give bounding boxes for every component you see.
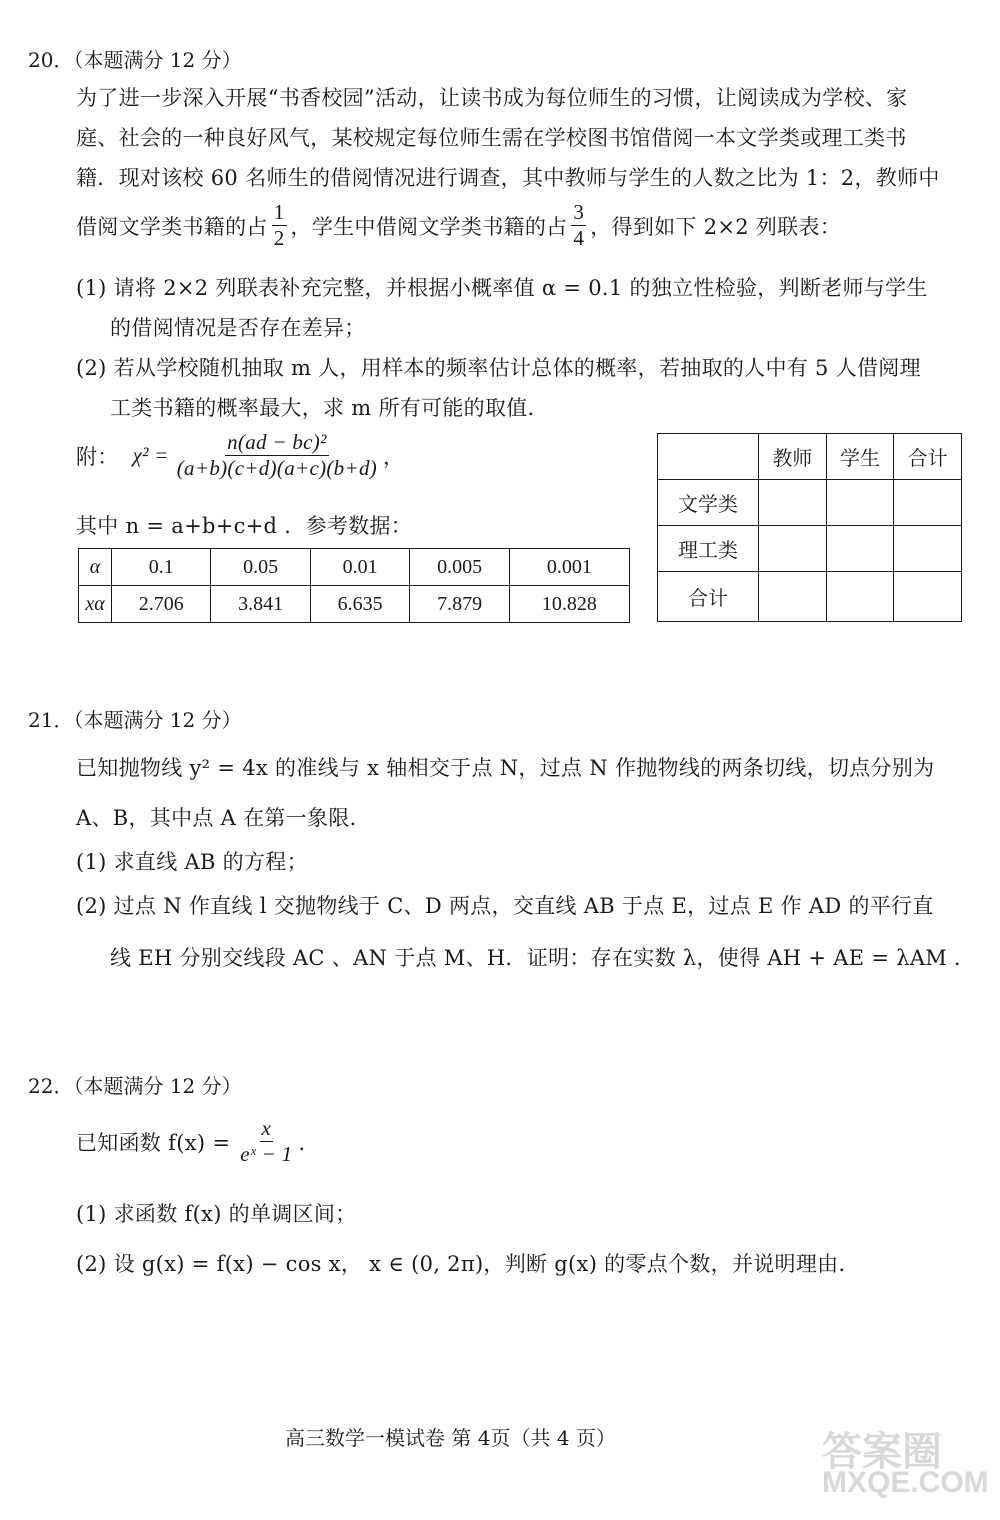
table-cell [759, 480, 827, 526]
table-row [658, 526, 962, 572]
table-cell [826, 572, 894, 622]
q20-part1-line-1: (1) 请将 2×2 列联表补充完整，并根据小概率值 α = 0.1 的独立性检验，判断老师与学生 [76, 276, 928, 300]
table-cell: 文学类 [658, 480, 759, 526]
q21-header: 21．（本题满分 12 分） [28, 708, 242, 732]
table-cell: 0.001 [509, 549, 629, 586]
table-cell [759, 572, 827, 622]
table-cell: 合计 [894, 434, 962, 480]
q20-line-2: 庭、社会的一种良好风气，某校规定每位师生需在学校图书馆借阅一本文学类或理工类书 [76, 126, 907, 150]
table-cell [759, 526, 827, 572]
chi-square-symbol: χ² = [132, 443, 169, 468]
chi-square-fraction [175, 430, 379, 481]
q20-line-3: 籍．现对该校 60 名师生的借阅情况进行调查，其中教师与学生的人数之比为 1：2，教师中 [76, 166, 940, 190]
formula-where-line: 其中 n = a+b+c+d ．参考数据： [76, 514, 413, 538]
table-cell: 3.841 [211, 586, 310, 623]
q20-line-4 [76, 200, 841, 251]
q21-line-2: A、B，其中点 A 在第一象限． [76, 806, 371, 830]
table-cell: 学生 [826, 434, 894, 480]
q20-line-4b: ，学生中借阅文学类书籍的占 [290, 214, 568, 239]
table-cell: 2.706 [112, 586, 211, 623]
table-cell [826, 526, 894, 572]
q20-part2-line-2: 工类书籍的概率最大，求 m 所有可能的取值． [110, 396, 549, 420]
q20-line-4c: ，得到如下 2×2 列联表： [590, 214, 842, 239]
q21-part1: (1) 求直线 AB 的方程； [76, 850, 308, 874]
q22-header: 22．（本题满分 12 分） [28, 1074, 242, 1098]
function-numerator: x [260, 1116, 274, 1142]
table-cell [894, 572, 962, 622]
q21-part2-line-2: 线 EH 分别交线段 AC 、AN 于点 M、H．证明：存在实数 λ，使得 AH + AE = λAM ． [110, 946, 976, 970]
table-cell: 教师 [759, 434, 827, 480]
table-cell: 0.01 [310, 549, 409, 586]
q20-part1-line-2: 的借阅情况是否存在差异； [110, 316, 366, 340]
table-cell [826, 480, 894, 526]
table-cell: 0.05 [211, 549, 310, 586]
chi-square-formula: 附： χ² = $\frac{\text{n(ad − bc)²}}{(a+b)(c+d)(a+c)(b+d)}$ ， [76, 430, 405, 481]
q20-line-1: 为了进一步深入开展“书香校园”活动，让读书成为每位师生的习惯，让阅读成为学校、家 [76, 86, 908, 110]
table-cell: 理工类 [658, 526, 759, 572]
significance-table [78, 548, 630, 623]
q20-part2-line-1: (2) 若从学校随机抽取 m 人，用样本的频率估计总体的概率，若抽取的人中有 5 人借阅理 [76, 356, 921, 380]
table-row [79, 586, 630, 623]
appendix-label: 附： [76, 444, 119, 469]
q20-line-4a: 借阅文学类书籍的占 [76, 214, 268, 239]
table-cell: 0.005 [410, 549, 509, 586]
q22-part2: (2) 设 g(x) = f(x) − cos x， x ∈ (0, 2π)，判断 g(x) 的零点个数，并说明理由． [76, 1252, 860, 1276]
table-row [658, 572, 962, 622]
table-cell: 10.828 [509, 586, 629, 623]
fraction-one-half: $\frac{1}{2}$ [273, 200, 285, 251]
table-cell: α [79, 549, 112, 586]
table-row [79, 549, 630, 586]
chi-square-numerator: n(ad − bc)² [225, 430, 329, 456]
table-cell: xα [79, 586, 112, 623]
chi-square-denominator: (a+b)(c+d)(a+c)(b+d) [176, 456, 378, 481]
table-cell: 7.879 [410, 586, 509, 623]
q22-line-1a: 已知函数 f(x) = [76, 1130, 231, 1155]
fraction-three-quarters: $\frac{3}{4}$ [573, 200, 585, 251]
table-row [658, 480, 962, 526]
q20-header: 20．（本题满分 12 分） [28, 48, 242, 72]
table-cell [658, 434, 759, 480]
table-cell [894, 480, 962, 526]
table-row [658, 434, 962, 480]
q21-line-1: 已知抛物线 y² = 4x 的准线与 x 轴相交于点 N，过点 N 作抛物线的两条切线，切点分别为 [76, 756, 935, 780]
q22-part1: (1) 求函数 f(x) 的单调区间； [76, 1202, 357, 1226]
function-denominator: eˣ − 1 [240, 1142, 293, 1167]
function-fraction [238, 1116, 294, 1167]
watermark-en: MXQE.COM [822, 1466, 989, 1499]
watermark-cn: 答案圈 [822, 1430, 942, 1474]
table-cell: 合计 [658, 572, 759, 622]
table-cell [894, 526, 962, 572]
q22-line-1: 已知函数 f(x) = $\frac{x}{\text{eˣ − 1}}$ ． [76, 1116, 320, 1167]
q21-part2-line-1: (2) 过点 N 作直线 l 交抛物线于 C、D 两点，交直线 AB 于点 E，过点 E 作 AD 的平行直 [76, 894, 934, 918]
table-cell: 0.1 [112, 549, 211, 586]
page-footer: 高三数学一模试卷 第 4页（共 4 页） [285, 1426, 616, 1450]
contingency-table [657, 433, 962, 622]
table-cell: 6.635 [310, 586, 409, 623]
